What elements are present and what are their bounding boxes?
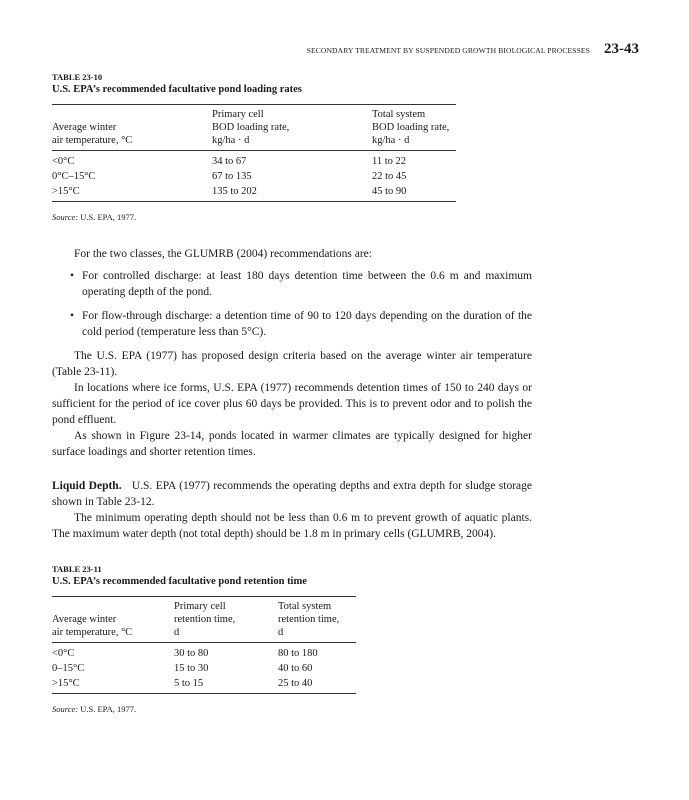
recommendation-list: [52, 268, 532, 340]
header-primary-cell: Primary cell retention time, d: [174, 597, 278, 643]
table-caption: U.S. EPA’s recommended facultative pond loading rates: [52, 84, 302, 95]
table-label: TABLE 23-11: [52, 564, 102, 574]
paragraph: The U.S. EPA (1977) has proposed design criteria based on the average winter air temperature (Table 23-11).: [52, 350, 532, 378]
running-head: [307, 41, 639, 58]
table-23-10: [52, 72, 532, 222]
loading-rates-table: [52, 104, 456, 202]
header-primary-cell: Primary cell BOD loading rate, kg/ha · d: [212, 105, 372, 151]
header-temperature: Average winter air temperature, °C: [52, 105, 212, 151]
intro-paragraph: For the two classes, the GLUMRB (2004) recommendations are:: [74, 248, 372, 260]
header-total-system: Total system retention time, d: [278, 597, 356, 643]
paragraph: As shown in Figure 23-14, ponds located in warmer climates are typically designed for higher surface loadings and shorter retention times.: [52, 430, 532, 458]
header-total-system: Total system BOD loading rate, kg/ha · d: [372, 105, 456, 151]
header-temperature: Average winter air temperature, °C: [52, 597, 174, 643]
running-head-title: SECONDARY TREATMENT BY SUSPENDED GROWTH BIOLOGICAL PROCESSES: [306, 46, 590, 55]
liquid-depth-paragraph: Liquid Depth. U.S. EPA (1977) recommends the operating depths and extra depth for sludge storage shown in Table 23-12.: [52, 480, 533, 508]
page-number: 23-43: [604, 41, 639, 57]
body-text: [52, 246, 532, 542]
table-caption: U.S. EPA’s recommended facultative pond retention time: [52, 576, 307, 587]
table-row: >15°C 5 to 15 25 to 40: [52, 676, 356, 694]
table-source: Source: U.S. EPA, 1977.: [52, 212, 137, 222]
list-item: • For flow-through discharge: a detention time of 90 to 120 days depending on the duration of the cold period (temperature less than 5°C).: [70, 310, 532, 338]
table-row: >15°C 135 to 202 45 to 90: [52, 184, 456, 202]
table-source: Source: U.S. EPA, 1977.: [52, 704, 137, 714]
list-item: • For controlled discharge: at least 180 days detention time between the 0.6 m and maximum operating depth of the pond.: [70, 270, 532, 298]
paragraph: The minimum operating depth should not be less than 0.6 m to prevent growth of aquatic plants. The maximum water depth (not total depth) should be 1.8 m in primary cells (GLUMRB, 2004).: [52, 512, 532, 540]
paragraph: In locations where ice forms, U.S. EPA (1977) recommends detention times of 150 to 240 days or sufficient for the period of ice cover plus 60 days be provided. This is to prevent odor and to polish the pond effluent.: [52, 382, 532, 426]
section-heading: Liquid Depth.: [52, 480, 122, 492]
retention-time-table: [52, 596, 356, 694]
table-label: TABLE 23-10: [52, 72, 103, 82]
table-23-11: [52, 564, 532, 714]
table-row: <0°C 30 to 80 80 to 180: [52, 648, 318, 659]
table-row: 0–15°C 15 to 30 40 to 60: [52, 663, 313, 674]
table-row: <0°C 34 to 67 11 to 22: [52, 156, 407, 167]
table-row: 0°C–15°C 67 to 135 22 to 45: [52, 171, 407, 182]
